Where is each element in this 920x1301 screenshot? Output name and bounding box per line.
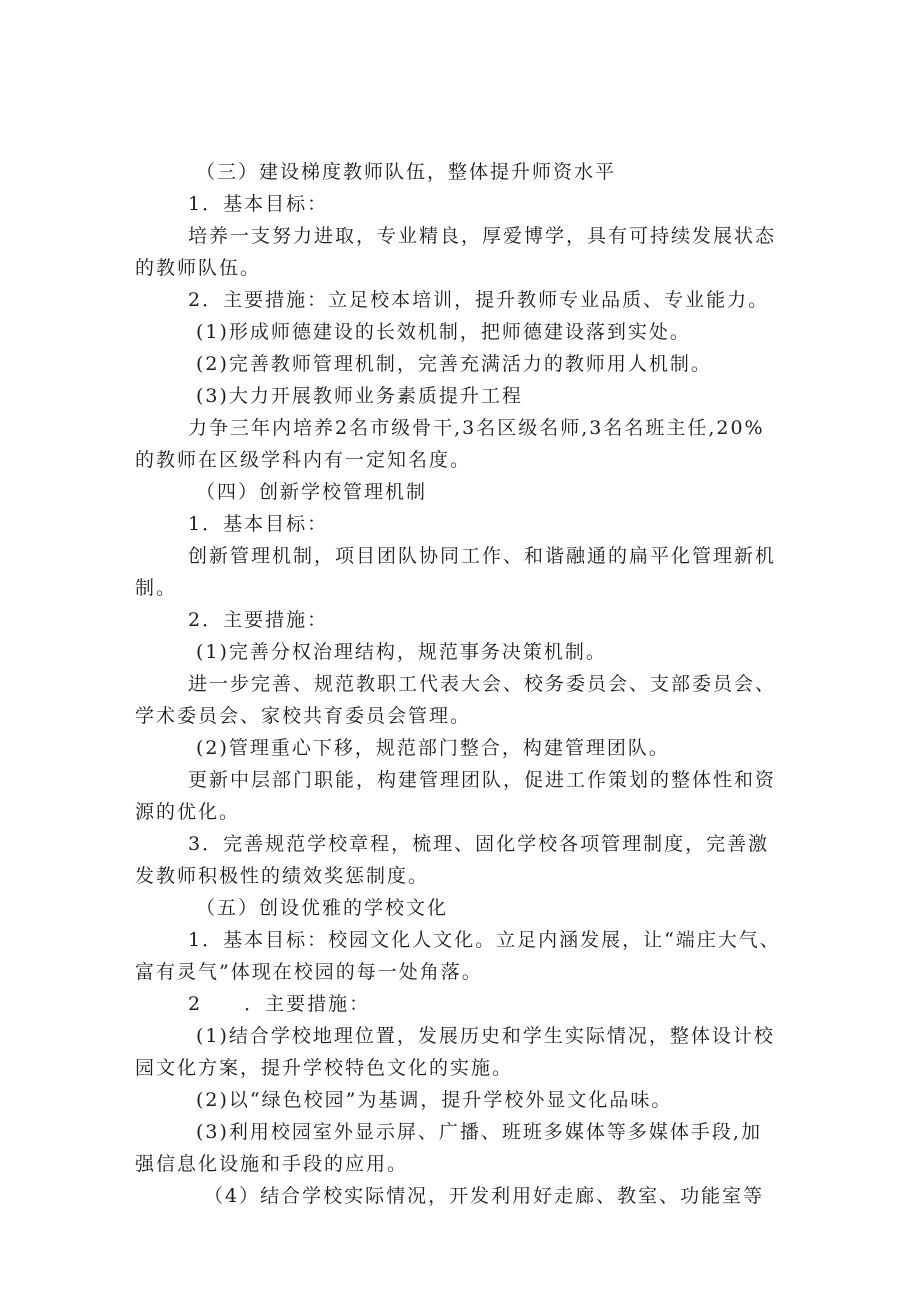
list-item: (3)大力开展教师业务素质提升工程 bbox=[196, 385, 523, 407]
paragraph-line: 学术委员会、家校共育委员会管理。 bbox=[135, 705, 472, 727]
list-item: (1)形成师德建设的长效机制，把师德建设落到实处。 bbox=[196, 321, 691, 343]
subheading-goal: 1．基本目标： bbox=[188, 193, 329, 215]
paragraph-line: 源的优化。 bbox=[135, 801, 241, 823]
paragraph-line: 发教师积极性的绩效奖惩制度。 bbox=[135, 865, 430, 887]
list-item: (2)以“绿色校园”为基调，提升学校外显文化品味。 bbox=[196, 1089, 673, 1111]
paragraph-line: 创新管理机制，项目团队协同工作、和谐融通的扁平化管理新机 bbox=[188, 545, 777, 567]
paragraph-line: 更新中层部门职能，构建管理团队，促进工作策划的整体性和资 bbox=[188, 769, 777, 791]
subheading-goal: 1．基本目标：校园文化人文化。立足内涵发展，让“端庄大气、 bbox=[188, 929, 781, 951]
paragraph-line: 的教师在区级学科内有一定知名度。 bbox=[135, 449, 472, 471]
list-item: (2)完善教师管理机制，完善充满活力的教师用人机制。 bbox=[196, 353, 712, 375]
paragraph-line: 制。 bbox=[135, 577, 178, 599]
paragraph-line: 强信息化设施和手段的应用。 bbox=[135, 1153, 409, 1175]
subheading-measures: 2．主要措施： bbox=[188, 609, 329, 631]
paragraph-line: 的教师队伍。 bbox=[135, 257, 262, 279]
paragraph-line: 进一步完善、规范教职工代表大会、校务委员会、支部委员会、 bbox=[188, 673, 777, 695]
section-heading-3: （三）建设梯度教师队伍，整体提升师资水平 bbox=[196, 161, 617, 183]
subheading-goal: 1．基本目标： bbox=[188, 513, 329, 535]
list-item: (1)完善分权治理结构，规范事务决策机制。 bbox=[196, 641, 607, 663]
list-item: (1)结合学校地理位置，发展历史和学生实际情况，整体设计校 bbox=[196, 1025, 775, 1047]
list-item: (3)利用校园室外显示屏、广播、班班多媒体等多媒体手段,加 bbox=[196, 1121, 762, 1143]
section-heading-4: （四）创新学校管理机制 bbox=[196, 481, 428, 503]
paragraph-line: 3．完善规范学校章程，梳理、固化学校各项管理制度，完善激 bbox=[188, 833, 770, 855]
paragraph-line: 园文化方案，提升学校特色文化的实施。 bbox=[135, 1057, 514, 1079]
list-item: （4）结合学校实际情况，开发利用好走廊、教室、功能室等 bbox=[204, 1185, 765, 1207]
subheading-measures: 2 ．主要措施： bbox=[188, 993, 371, 1015]
paragraph-line: 力争三年内培养2名市级骨干,3名区级名师,3名名班主任,20% bbox=[188, 417, 765, 439]
paragraph-line: 培养一支努力进取，专业精良，厚爱博学，具有可持续发展状态 bbox=[188, 225, 777, 247]
subheading-measures: 2．主要措施：立足校本培训，提升教师专业品质、专业能力。 bbox=[188, 289, 770, 311]
paragraph-line: 富有灵气”体现在校园的每一处角落。 bbox=[135, 961, 483, 983]
section-heading-5: （五）创设优雅的学校文化 bbox=[196, 897, 449, 919]
list-item: (2)管理重心下移，规范部门整合，构建管理团队。 bbox=[196, 737, 670, 759]
